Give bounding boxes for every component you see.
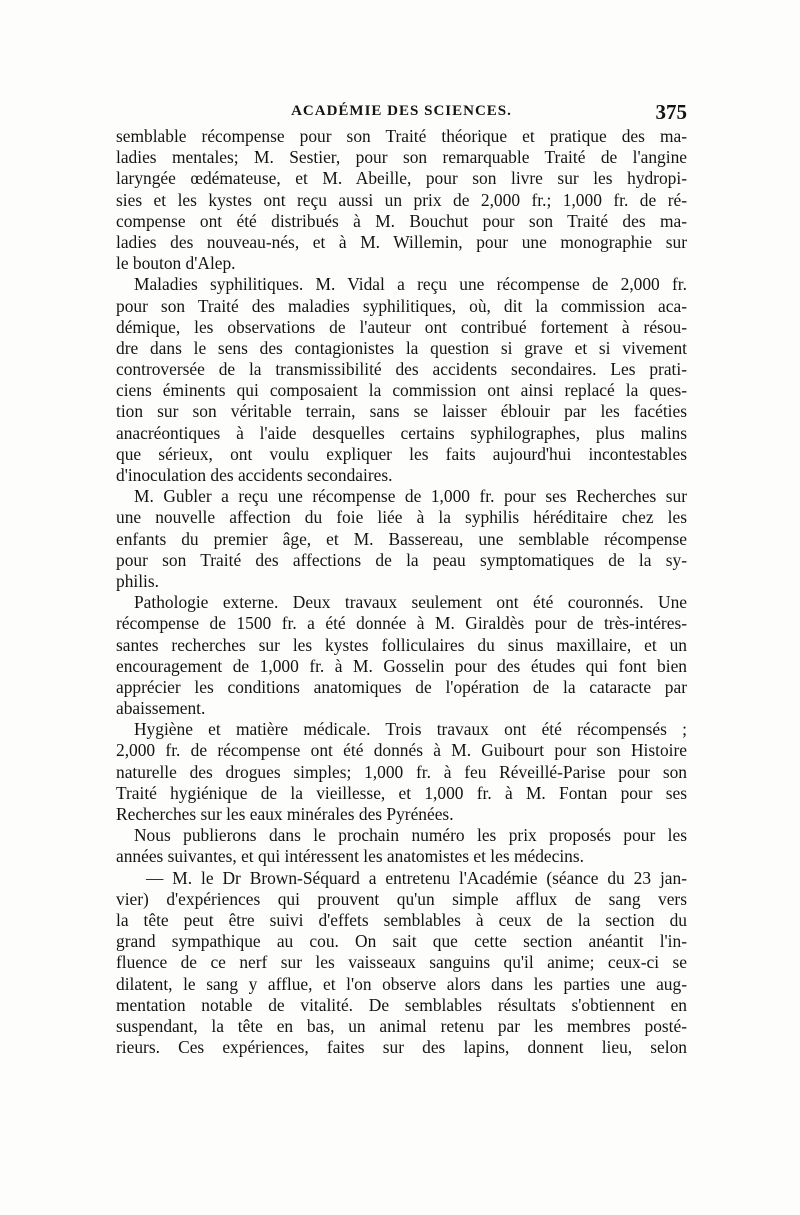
paragraph-gubler: [116, 486, 687, 592]
paragraph-pathologie-externe: [116, 592, 687, 719]
text-line: abaissement.: [116, 698, 206, 719]
text-line: dre dans le sens des contagionistes la question si grave et si vivement: [116, 337, 687, 358]
text-line: Pathologie externe. Deux travaux seulement ont été couronnés. Une: [134, 592, 687, 613]
text-line: santes recherches sur les kystes folliculaires du sinus maxillaire, et un: [116, 634, 687, 655]
text-line: ladies mentales; M. Sestier, pour son remarquable Traité de l'angine: [116, 147, 687, 168]
paragraph-hygiene: [116, 719, 687, 825]
text-line: dilatent, le sang y afflue, et l'on observe alors dans les parties une aug-: [116, 973, 687, 994]
running-head: [116, 100, 687, 125]
text-line: Maladies syphilitiques. M. Vidal a reçu une récompense de 2,000 fr.: [134, 274, 687, 295]
running-title: ACADÉMIE DES SCIENCES.: [291, 103, 512, 119]
paragraph-maladies-syphilitiques: [116, 274, 687, 486]
text-line: enfants du premier âge, et M. Bassereau, une semblable récompense: [116, 528, 687, 549]
text-line: tion sur son véritable terrain, sans se laisser éblouir par les facéties: [116, 401, 687, 422]
text-line: M. Gubler a reçu une récompense de 1,000 fr. pour ses Recherches sur: [134, 486, 687, 507]
text-line: compense ont été distribués à M. Bouchut pour son Traité des ma-: [116, 210, 687, 231]
body-text: [116, 126, 687, 1058]
text-line: controversée de la transmissibilité des accidents secondaires. Les prati-: [116, 359, 687, 380]
text-line: récompense de 1500 fr. a été donnée à M. Giraldès pour de très-intéres-: [116, 613, 687, 634]
text-line: 2,000 fr. de récompense ont été donnés à M. Guibourt pour son Histoire: [116, 740, 687, 761]
text-line: Traité hygiénique de la vieillesse, et 1,000 fr. à M. Fontan pour ses: [116, 782, 687, 803]
text-line: une nouvelle affection du foie liée à la syphilis héréditaire chez les: [116, 507, 687, 528]
text-line: la tête peut être suivi d'effets semblables à ceux de la section du: [116, 909, 687, 930]
text-line: sies et les kystes ont reçu aussi un prix de 2,000 fr.; 1,000 fr. de ré-: [116, 189, 687, 210]
text-line: grand sympathique au cou. On sait que cette section anéantit l'in-: [116, 931, 687, 952]
text-line: le bouton d'Alep.: [116, 253, 236, 274]
paragraph-continuation: [116, 126, 687, 274]
text-line: — M. le Dr Brown-Séquard a entretenu l'Académie (séance du 23 jan-: [146, 867, 687, 888]
text-line: suspendant, la tête en bas, un animal retenu par les membres posté-: [116, 1015, 687, 1036]
text-line: ciens éminents qui composaient la commission ont ainsi replacé la ques-: [116, 380, 687, 401]
text-line: années suivantes, et qui intéressent les anatomistes et les médecins.: [116, 846, 584, 867]
text-line: pour son Traité des maladies syphilitiques, où, dit la commission aca-: [116, 295, 687, 316]
text-line: Hygiène et matière médicale. Trois travaux ont été récompensés ;: [134, 719, 687, 740]
text-line: mentation notable de vitalité. De semblables résultats s'obtiennent en: [116, 994, 687, 1015]
text-line: pour son Traité des affections de la peau symptomatiques de la sy-: [116, 549, 687, 570]
text-line: ladies des nouveau-nés, et à M. Willemin, pour une monographie sur: [116, 231, 687, 252]
page-number: 375: [655, 100, 687, 124]
text-line: laryngée œdémateuse, et M. Abeille, pour son livre sur les hydropi-: [116, 168, 687, 189]
paragraph-brown-sequard: [116, 868, 687, 1059]
text-line: que sérieux, ont voulu expliquer les faits aujourd'hui incontestables: [116, 443, 687, 464]
text-line: démique, les observations de l'auteur ont contribué fortement à résou-: [116, 316, 687, 337]
paragraph-prix-proposes: [116, 825, 687, 867]
text-line: d'inoculation des accidents secondaires.: [116, 465, 393, 485]
text-line: vier) d'expériences qui prouvent qu'un simple afflux de sang vers: [116, 888, 687, 909]
text-line: anacréontiques à l'aide desquelles certains syphilographes, plus malins: [116, 422, 687, 443]
text-line: encouragement de 1,000 fr. à M. Gosselin pour des études qui font bien: [116, 655, 687, 676]
text-line: philis.: [116, 570, 160, 591]
text-line: fluence de ce nerf sur les vaisseaux sanguins qu'il anime; ceux-ci se: [116, 952, 687, 973]
text-line: Recherches sur les eaux minérales des Pyrénées.: [116, 804, 454, 824]
text-line: rieurs. Ces expériences, faites sur des lapins, donnent lieu, selon: [116, 1037, 687, 1058]
text-line: apprécier les conditions anatomiques de l'opération de la cataracte par: [116, 676, 687, 697]
text-line: semblable récompense pour son Traité théorique et pratique des ma-: [116, 126, 687, 146]
text-line: naturelle des drogues simples; 1,000 fr. à feu Réveillé-Parise pour son: [116, 761, 687, 782]
text-line: Nous publierons dans le prochain numéro les prix proposés pour les: [134, 825, 687, 846]
